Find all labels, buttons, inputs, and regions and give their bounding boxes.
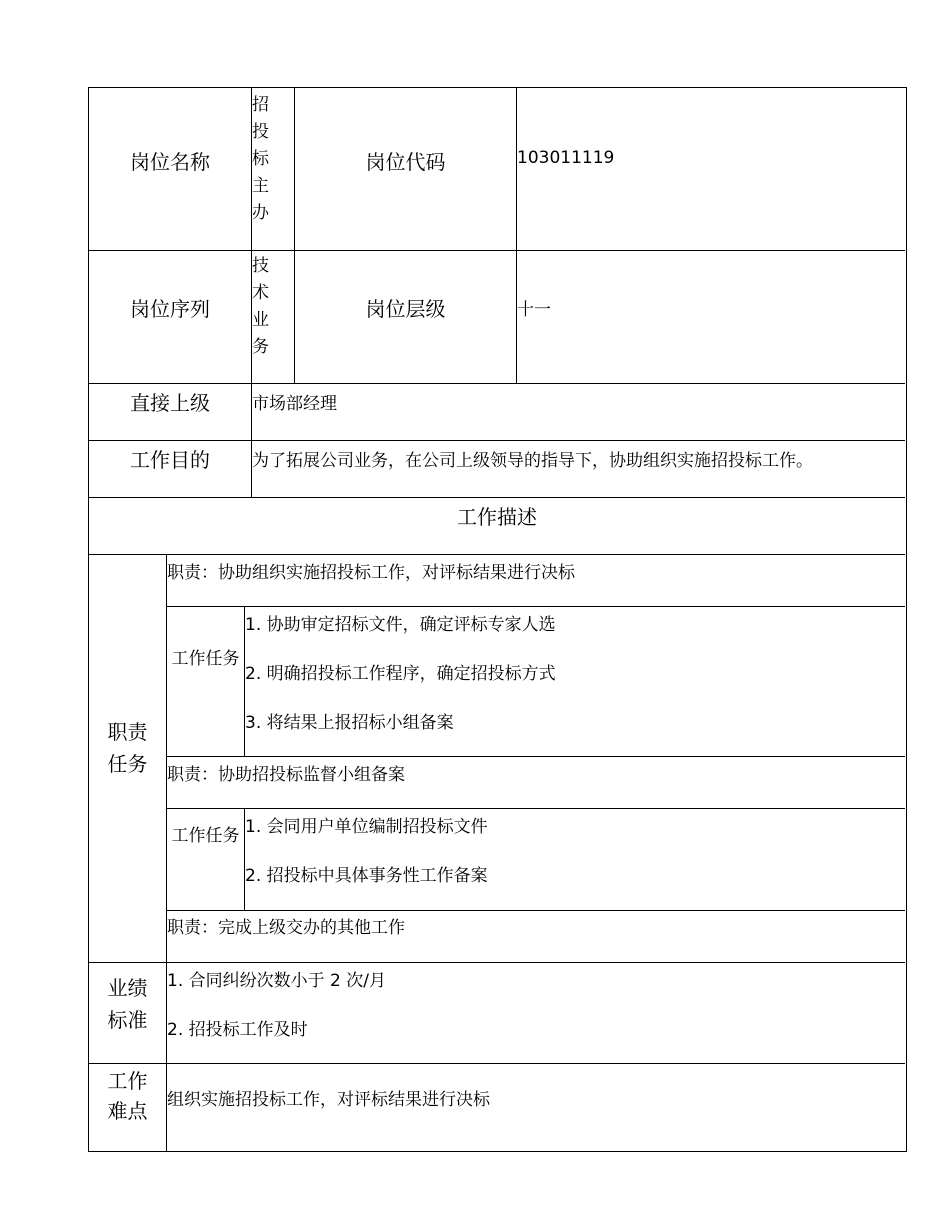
- row-divider: [89, 1063, 905, 1064]
- position-code-value: 103011119: [517, 148, 615, 168]
- duties-section-label: [89, 716, 166, 780]
- work-task-label: 工作任务: [171, 826, 240, 846]
- difficulty-label-line2: 难点: [107, 1099, 148, 1123]
- task-item: 2. 明确招投标工作程序，确定招投标方式: [245, 664, 556, 684]
- difficulty-value: 组织实施招投标工作，对评标结果进行决标: [167, 1090, 490, 1110]
- difficulty-label: [89, 1066, 166, 1126]
- performance-label-line1: 业绩: [107, 976, 148, 1000]
- col-divider: [166, 554, 167, 1151]
- row-divider: [89, 250, 905, 251]
- col-divider: [294, 88, 295, 383]
- row-divider: [89, 383, 905, 384]
- task-item: 3. 将结果上报招标小组备案: [245, 713, 454, 733]
- position-name-label: 岗位名称: [130, 150, 210, 174]
- position-level-value: 十一: [517, 300, 551, 320]
- position-name-value: 招投标主办: [252, 95, 269, 223]
- supervisor-label: 直接上级: [130, 391, 210, 415]
- row-divider: [167, 808, 905, 809]
- position-code-label: 岗位代码: [365, 150, 446, 174]
- row-divider: [89, 497, 905, 498]
- duties-section-label-line2: 任务: [107, 752, 148, 776]
- duties-section-label-line1: 职责: [107, 720, 148, 744]
- row-divider: [167, 910, 905, 911]
- row-divider: [89, 554, 905, 555]
- description-title: 工作描述: [457, 505, 537, 529]
- work-task-label: 工作任务: [171, 649, 240, 669]
- position-level-label: 岗位层级: [365, 297, 446, 321]
- position-series-label: 岗位序列: [130, 297, 210, 321]
- task-item: 1. 会同用户单位编制招投标文件: [245, 817, 488, 837]
- duty-item: 职责：完成上级交办的其他工作: [167, 918, 405, 938]
- duty-item: 职责：协助招投标监督小组备案: [167, 765, 405, 785]
- performance-label: [89, 972, 166, 1036]
- task-item: 1. 协助审定招标文件，确定评标专家人选: [245, 615, 556, 635]
- task-item: 2. 招投标中具体事务性工作备案: [245, 866, 488, 886]
- row-divider: [167, 756, 905, 757]
- performance-label-line2: 标准: [107, 1008, 148, 1032]
- supervisor-value: 市场部经理: [252, 394, 337, 414]
- performance-item: 2. 招投标工作及时: [167, 1020, 308, 1040]
- difficulty-label-line1: 工作: [107, 1069, 148, 1093]
- duty-item: 职责：协助组织实施招投标工作，对评标结果进行决标: [167, 563, 575, 583]
- purpose-label: 工作目的: [130, 448, 210, 472]
- job-description-table: [88, 87, 907, 1152]
- row-divider: [89, 440, 905, 441]
- position-series-value: 技术业务: [252, 256, 269, 357]
- purpose-value: 为了拓展公司业务，在公司上级领导的指导下，协助组织实施招投标工作。: [252, 451, 813, 471]
- performance-item: 1. 合同纠纷次数小于 2 次/月: [167, 971, 386, 991]
- row-divider: [167, 606, 905, 607]
- col-divider: [516, 88, 517, 383]
- row-divider: [89, 962, 905, 963]
